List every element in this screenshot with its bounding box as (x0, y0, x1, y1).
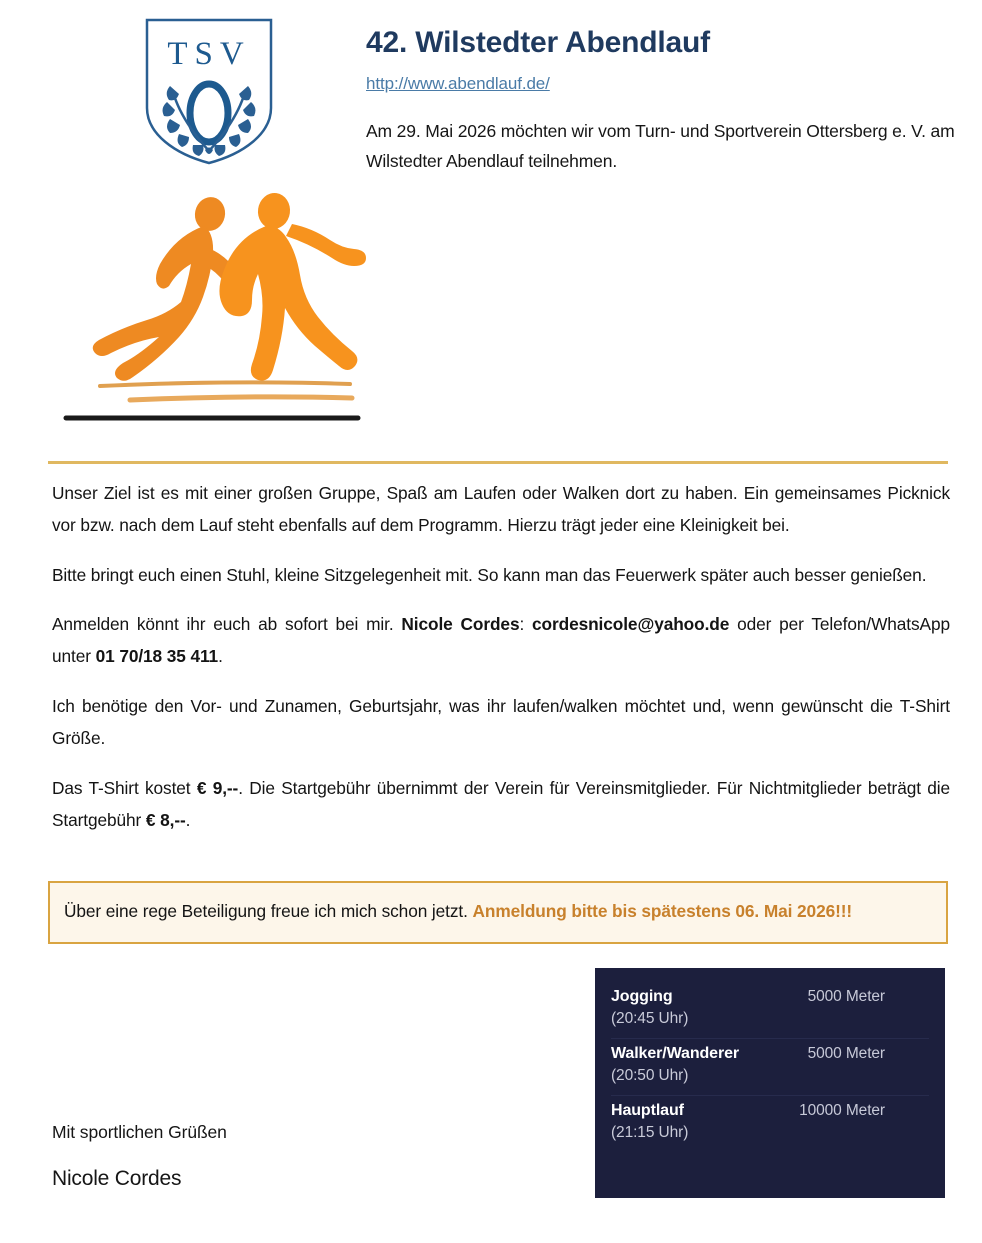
body-paragraph-contact (52, 609, 950, 673)
event-website-link[interactable]: http://www.abendlauf.de/ (366, 73, 550, 93)
contact-separator: : (519, 614, 533, 635)
race-name: Hauptlauf (611, 1102, 684, 1119)
table-row (611, 982, 929, 1039)
contact-prefix: Anmelden könnt ihr euch ab sofort bei mir. (52, 614, 402, 635)
body-paragraph-required-info: Ich benötige den Vor- und Zunamen, Geburtsjahr, was ihr laufen/walken möchtet und, wenn gewünscht die T-Shirt Größe. (52, 696, 950, 748)
race-distance: 5000 Meter (807, 988, 885, 1005)
body-content (52, 478, 950, 836)
schedule-row-main (611, 988, 929, 1006)
closing-greeting: Mit sportlichen Grüßen (52, 1122, 227, 1142)
registration-deadline: Anmeldung bitte bis spätestens 06. Mai 2026!!! (472, 901, 853, 921)
race-distance: 5000 Meter (807, 1045, 885, 1062)
contact-email: cordesnicole@yahoo.de (532, 614, 730, 635)
section-divider (48, 461, 948, 464)
document-header (0, 0, 982, 200)
signature-block (52, 1122, 452, 1191)
callout-intro: Über eine rege Beteiligung freue ich mich schon jetzt. (64, 901, 473, 921)
contact-phone: 01 70/18 35 411 (95, 646, 219, 667)
contact-middle: oder per Telefon/WhatsApp unter (52, 614, 950, 667)
pricing-prefix: Das T-Shirt kostet (52, 777, 197, 798)
deadline-callout-box (48, 881, 948, 944)
body-paragraph-goal: Unser Ziel ist es mit einer großen Gruppe, Spaß am Laufen oder Walken dort zu haben. Ein gemeinsames Picknick vor bzw. nach dem Lauf steht ebenfalls auf dem Programm. Hierzu trägt jeder eine Kleinigkeit bei. (52, 483, 950, 535)
deadline-callout-text (64, 896, 932, 927)
pricing-suffix: . (185, 809, 191, 830)
entry-fee: € 8,-- (145, 809, 186, 830)
body-paragraph-pricing (52, 773, 950, 837)
signer-name: Nicole Cordes (52, 1167, 182, 1190)
page-title: 42. Wilstedter Abendlauf (366, 26, 710, 59)
race-start-time: (20:45 Uhr) (611, 1010, 689, 1027)
contact-name: Nicole Cordes (401, 614, 520, 635)
shirt-price: € 9,-- (196, 777, 239, 798)
schedule-row-main (611, 1045, 929, 1063)
running-figures-illustration (58, 186, 378, 432)
contact-suffix: . (218, 646, 223, 667)
table-row (611, 1096, 929, 1152)
race-schedule-table (595, 968, 945, 1198)
body-paragraph-chairs: Bitte bringt euch einen Stuhl, kleine Sitzgelegenheit mit. So kann man das Feuerwerk später auch besser genießen. (52, 564, 927, 585)
table-row (611, 1039, 929, 1096)
intro-paragraph: Am 29. Mai 2026 möchten wir vom Turn- und Sportverein Ottersberg e. V. am Wilstedter Abendlauf teilnehmen. (366, 120, 955, 172)
race-start-time: (20:50 Uhr) (611, 1067, 689, 1084)
race-name: Walker/Wanderer (611, 1045, 740, 1062)
schedule-row-main (611, 1102, 929, 1120)
race-start-time: (21:15 Uhr) (611, 1124, 689, 1141)
header-text-block (366, 26, 956, 177)
race-distance: 10000 Meter (799, 1102, 885, 1119)
tsv-shield-logo (143, 16, 275, 166)
svg-text:TSV: TSV (167, 36, 251, 72)
pricing-middle: . Die Startgebühr übernimmt der Verein für Vereinsmitglieder. Für Nichtmitglieder beträgt die Startgebühr (52, 777, 951, 830)
race-name: Jogging (611, 988, 673, 1005)
